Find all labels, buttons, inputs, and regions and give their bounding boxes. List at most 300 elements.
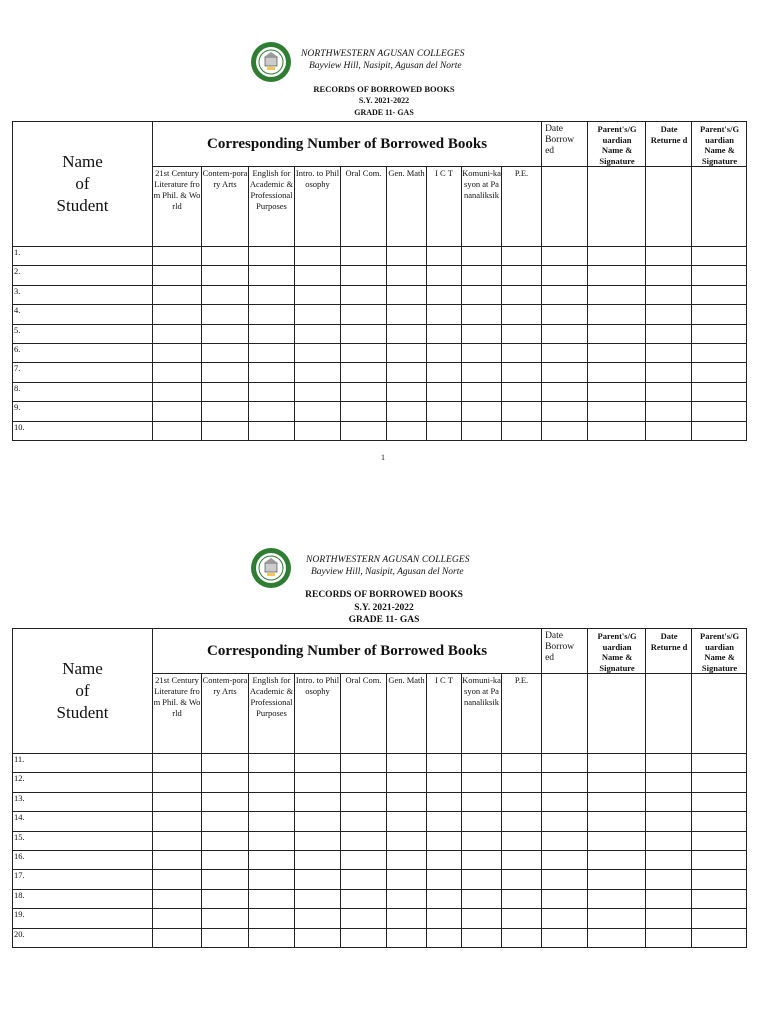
entry-cell[interactable] (542, 850, 588, 869)
entry-cell[interactable] (387, 266, 427, 285)
entry-cell[interactable] (295, 402, 341, 421)
entry-cell[interactable] (646, 266, 692, 285)
entry-cell[interactable] (646, 305, 692, 324)
entry-cell[interactable] (153, 773, 202, 792)
entry-cell[interactable] (341, 402, 387, 421)
entry-cell[interactable] (387, 324, 427, 343)
entry-cell[interactable] (387, 812, 427, 831)
entry-cell[interactable] (249, 909, 295, 928)
entry-cell[interactable] (427, 247, 462, 266)
entry-cell[interactable] (462, 889, 502, 908)
entry-cell[interactable] (502, 266, 542, 285)
entry-cell[interactable] (249, 343, 295, 362)
entry-cell[interactable] (502, 850, 542, 869)
entry-cell[interactable] (387, 850, 427, 869)
entry-cell[interactable] (427, 421, 462, 440)
entry-cell[interactable] (202, 343, 249, 362)
entry-cell[interactable] (153, 754, 202, 773)
entry-cell[interactable] (588, 870, 646, 889)
entry-cell[interactable] (387, 773, 427, 792)
entry-cell[interactable] (249, 889, 295, 908)
entry-cell[interactable] (153, 928, 202, 947)
row-number[interactable]: 16. (13, 850, 153, 869)
entry-cell[interactable] (341, 754, 387, 773)
entry-cell[interactable] (692, 324, 747, 343)
entry-cell[interactable] (249, 363, 295, 382)
entry-cell[interactable] (295, 363, 341, 382)
entry-cell[interactable] (542, 831, 588, 850)
school-address: Bayview Hill, Nasipit, Agusan del Norte (309, 61, 462, 71)
entry-cell[interactable] (249, 850, 295, 869)
entry-cell[interactable] (153, 870, 202, 889)
table-row (13, 363, 747, 382)
form-title: RECORDS OF BORROWED BOOKS (305, 590, 463, 600)
entry-cell[interactable] (295, 928, 341, 947)
entry-cell[interactable] (249, 421, 295, 440)
entry-cell[interactable] (341, 792, 387, 811)
entry-cell[interactable] (542, 870, 588, 889)
entry-cell[interactable] (427, 382, 462, 401)
entry-cell[interactable] (249, 266, 295, 285)
entry-cell[interactable] (341, 421, 387, 440)
row-number[interactable]: 2. (13, 266, 153, 285)
entry-cell[interactable] (588, 889, 646, 908)
entry-cell[interactable] (153, 324, 202, 343)
entry-cell[interactable] (542, 812, 588, 831)
row-number[interactable]: 8. (13, 382, 153, 401)
entry-cell[interactable] (692, 870, 747, 889)
row-number[interactable]: 14. (13, 812, 153, 831)
entry-cell[interactable] (387, 889, 427, 908)
entry-cell[interactable] (692, 266, 747, 285)
entry-cell[interactable] (153, 402, 202, 421)
entry-cell[interactable] (542, 266, 588, 285)
entry-cell[interactable] (202, 421, 249, 440)
entry-cell[interactable] (502, 247, 542, 266)
row-number[interactable]: 7. (13, 363, 153, 382)
table-row (13, 402, 747, 421)
row-number[interactable]: 10. (13, 421, 153, 440)
entry-cell[interactable] (341, 831, 387, 850)
entry-cell[interactable] (462, 850, 502, 869)
row-number[interactable]: 12. (13, 773, 153, 792)
entry-cell[interactable] (462, 363, 502, 382)
entry-cell[interactable] (341, 870, 387, 889)
row-number[interactable]: 17. (13, 870, 153, 889)
entry-cell[interactable] (646, 754, 692, 773)
entry-cell[interactable] (692, 754, 747, 773)
entry-cell[interactable] (588, 928, 646, 947)
entry-cell[interactable] (646, 792, 692, 811)
entry-cell[interactable] (462, 831, 502, 850)
entry-cell[interactable] (427, 324, 462, 343)
entry-cell[interactable] (692, 928, 747, 947)
entry-cell[interactable] (462, 324, 502, 343)
entry-cell[interactable] (153, 889, 202, 908)
entry-cell[interactable] (502, 754, 542, 773)
row-number[interactable]: 19. (13, 909, 153, 928)
entry-cell[interactable] (202, 285, 249, 304)
entry-cell[interactable] (427, 928, 462, 947)
subject-header: Intro. to Philosophy (295, 167, 341, 247)
entry-cell[interactable] (427, 754, 462, 773)
entry-cell[interactable] (387, 343, 427, 362)
entry-cell[interactable] (502, 928, 542, 947)
entry-cell[interactable] (588, 324, 646, 343)
entry-cell[interactable] (542, 285, 588, 304)
row-number[interactable]: 9. (13, 402, 153, 421)
entry-cell[interactable] (427, 305, 462, 324)
entry-cell[interactable] (542, 363, 588, 382)
subject-header: Komuni-kasyon at Pananaliksik (462, 674, 502, 754)
entry-cell[interactable] (249, 382, 295, 401)
entry-cell[interactable] (692, 773, 747, 792)
entry-cell[interactable] (462, 812, 502, 831)
entry-cell[interactable] (153, 850, 202, 869)
entry-cell[interactable] (249, 831, 295, 850)
entry-cell[interactable] (692, 792, 747, 811)
entry-cell[interactable] (588, 266, 646, 285)
blank-cell (646, 674, 692, 754)
row-number[interactable]: 4. (13, 305, 153, 324)
entry-cell[interactable] (202, 792, 249, 811)
entry-cell[interactable] (153, 909, 202, 928)
entry-cell[interactable] (153, 285, 202, 304)
entry-cell[interactable] (692, 812, 747, 831)
entry-cell[interactable] (202, 266, 249, 285)
entry-cell[interactable] (692, 382, 747, 401)
entry-cell[interactable] (462, 402, 502, 421)
entry-cell[interactable] (295, 889, 341, 908)
entry-cell[interactable] (542, 754, 588, 773)
entry-cell[interactable] (646, 285, 692, 304)
entry-cell[interactable] (249, 305, 295, 324)
entry-cell[interactable] (542, 343, 588, 362)
entry-cell[interactable] (427, 402, 462, 421)
entry-cell[interactable] (462, 792, 502, 811)
entry-cell[interactable] (588, 343, 646, 362)
entry-cell[interactable] (692, 831, 747, 850)
entry-cell[interactable] (588, 402, 646, 421)
entry-cell[interactable] (202, 773, 249, 792)
entry-cell[interactable] (692, 363, 747, 382)
entry-cell[interactable] (502, 402, 542, 421)
entry-cell[interactable] (202, 324, 249, 343)
entry-cell[interactable] (462, 421, 502, 440)
row-number[interactable]: 5. (13, 324, 153, 343)
entry-cell[interactable] (502, 421, 542, 440)
entry-cell[interactable] (295, 247, 341, 266)
entry-cell[interactable] (427, 889, 462, 908)
entry-cell[interactable] (427, 850, 462, 869)
entry-cell[interactable] (588, 305, 646, 324)
entry-cell[interactable] (692, 305, 747, 324)
entry-cell[interactable] (646, 850, 692, 869)
entry-cell[interactable] (153, 382, 202, 401)
entry-cell[interactable] (462, 754, 502, 773)
entry-cell[interactable] (542, 773, 588, 792)
entry-cell[interactable] (646, 928, 692, 947)
entry-cell[interactable] (462, 285, 502, 304)
entry-cell[interactable] (462, 266, 502, 285)
entry-cell[interactable] (202, 928, 249, 947)
entry-cell[interactable] (646, 812, 692, 831)
entry-cell[interactable] (295, 870, 341, 889)
entry-cell[interactable] (502, 363, 542, 382)
entry-cell[interactable] (387, 305, 427, 324)
entry-cell[interactable] (387, 870, 427, 889)
entry-cell[interactable] (295, 382, 341, 401)
entry-cell[interactable] (462, 870, 502, 889)
row-number[interactable]: 20. (13, 928, 153, 947)
entry-cell[interactable] (341, 305, 387, 324)
entry-cell[interactable] (646, 773, 692, 792)
entry-cell[interactable] (249, 792, 295, 811)
entry-cell[interactable] (341, 850, 387, 869)
entry-cell[interactable] (202, 247, 249, 266)
entry-cell[interactable] (427, 285, 462, 304)
entry-cell[interactable] (249, 754, 295, 773)
entry-cell[interactable] (542, 889, 588, 908)
entry-cell[interactable] (202, 305, 249, 324)
form-header (0, 544, 768, 634)
entry-cell[interactable] (387, 831, 427, 850)
school-seal-logo (250, 41, 292, 83)
entry-cell[interactable] (502, 889, 542, 908)
entry-cell[interactable] (387, 792, 427, 811)
entry-cell[interactable] (153, 266, 202, 285)
entry-cell[interactable] (542, 402, 588, 421)
entry-cell[interactable] (249, 247, 295, 266)
school-year: S.Y. 2021-2022 (354, 603, 414, 613)
entry-cell[interactable] (387, 402, 427, 421)
school-name: NORTHWESTERN AGUSAN COLLEGES (306, 555, 470, 565)
table-row (13, 889, 747, 908)
entry-cell[interactable] (202, 870, 249, 889)
entry-cell[interactable] (153, 343, 202, 362)
entry-cell[interactable] (295, 909, 341, 928)
name-of-student-header (13, 629, 153, 754)
entry-cell[interactable] (341, 812, 387, 831)
entry-cell[interactable] (202, 754, 249, 773)
table-row (13, 421, 747, 440)
entry-cell[interactable] (295, 305, 341, 324)
entry-cell[interactable] (249, 324, 295, 343)
entry-cell[interactable] (153, 792, 202, 811)
entry-cell[interactable] (588, 382, 646, 401)
entry-cell[interactable] (202, 889, 249, 908)
entry-cell[interactable] (153, 421, 202, 440)
row-number[interactable]: 13. (13, 792, 153, 811)
row-number[interactable]: 11. (13, 754, 153, 773)
entry-cell[interactable] (502, 773, 542, 792)
entry-cell[interactable] (249, 285, 295, 304)
entry-cell[interactable] (692, 909, 747, 928)
entry-cell[interactable] (387, 247, 427, 266)
entry-cell[interactable] (692, 285, 747, 304)
entry-cell[interactable] (295, 850, 341, 869)
entry-cell[interactable] (427, 870, 462, 889)
entry-cell[interactable] (295, 773, 341, 792)
entry-cell[interactable] (249, 773, 295, 792)
entry-cell[interactable] (646, 909, 692, 928)
entry-cell[interactable] (427, 773, 462, 792)
entry-cell[interactable] (341, 928, 387, 947)
entry-cell[interactable] (542, 324, 588, 343)
entry-cell[interactable] (387, 754, 427, 773)
entry-cell[interactable] (502, 382, 542, 401)
entry-cell[interactable] (462, 928, 502, 947)
name-header-line: Name (62, 659, 103, 678)
entry-cell[interactable] (202, 909, 249, 928)
entry-cell[interactable] (427, 909, 462, 928)
entry-cell[interactable] (202, 382, 249, 401)
entry-cell[interactable] (542, 305, 588, 324)
entry-cell[interactable] (295, 792, 341, 811)
table-row (13, 247, 747, 266)
entry-cell[interactable] (427, 812, 462, 831)
entry-cell[interactable] (295, 421, 341, 440)
table-row (13, 305, 747, 324)
entry-cell[interactable] (588, 792, 646, 811)
entry-cell[interactable] (646, 889, 692, 908)
entry-cell[interactable] (249, 870, 295, 889)
entry-cell[interactable] (202, 402, 249, 421)
entry-cell[interactable] (502, 909, 542, 928)
entry-cell[interactable] (588, 247, 646, 266)
entry-cell[interactable] (646, 363, 692, 382)
entry-cell[interactable] (295, 831, 341, 850)
entry-cell[interactable] (462, 773, 502, 792)
entry-cell[interactable] (341, 285, 387, 304)
entry-cell[interactable] (387, 285, 427, 304)
entry-cell[interactable] (153, 812, 202, 831)
entry-cell[interactable] (462, 382, 502, 401)
entry-cell[interactable] (249, 928, 295, 947)
entry-cell[interactable] (462, 305, 502, 324)
entry-cell[interactable] (387, 909, 427, 928)
entry-cell[interactable] (542, 792, 588, 811)
entry-cell[interactable] (646, 247, 692, 266)
entry-cell[interactable] (502, 285, 542, 304)
entry-cell[interactable] (153, 247, 202, 266)
entry-cell[interactable] (646, 421, 692, 440)
entry-cell[interactable] (588, 773, 646, 792)
entry-cell[interactable] (427, 831, 462, 850)
entry-cell[interactable] (202, 850, 249, 869)
entry-cell[interactable] (462, 909, 502, 928)
entry-cell[interactable] (295, 754, 341, 773)
entry-cell[interactable] (341, 266, 387, 285)
entry-cell[interactable] (387, 382, 427, 401)
entry-cell[interactable] (502, 343, 542, 362)
entry-cell[interactable] (646, 324, 692, 343)
entry-cell[interactable] (646, 382, 692, 401)
entry-cell[interactable] (202, 363, 249, 382)
entry-cell[interactable] (341, 382, 387, 401)
entry-cell[interactable] (692, 421, 747, 440)
entry-cell[interactable] (588, 421, 646, 440)
entry-cell[interactable] (588, 363, 646, 382)
entry-cell[interactable] (692, 402, 747, 421)
entry-cell[interactable] (387, 928, 427, 947)
entry-cell[interactable] (341, 324, 387, 343)
entry-cell[interactable] (542, 382, 588, 401)
entry-cell[interactable] (692, 850, 747, 869)
entry-cell[interactable] (588, 909, 646, 928)
row-number[interactable]: 18. (13, 889, 153, 908)
entry-cell[interactable] (646, 343, 692, 362)
entry-cell[interactable] (692, 247, 747, 266)
entry-cell[interactable] (588, 850, 646, 869)
entry-cell[interactable] (295, 812, 341, 831)
entry-cell[interactable] (341, 363, 387, 382)
entry-cell[interactable] (542, 909, 588, 928)
entry-cell[interactable] (153, 305, 202, 324)
entry-cell[interactable] (646, 831, 692, 850)
entry-cell[interactable] (588, 831, 646, 850)
entry-cell[interactable] (692, 343, 747, 362)
entry-cell[interactable] (502, 305, 542, 324)
entry-cell[interactable] (249, 812, 295, 831)
entry-cell[interactable] (202, 831, 249, 850)
entry-cell[interactable] (295, 285, 341, 304)
entry-cell[interactable] (341, 909, 387, 928)
entry-cell[interactable] (341, 889, 387, 908)
entry-cell[interactable] (542, 928, 588, 947)
entry-cell[interactable] (295, 324, 341, 343)
entry-cell[interactable] (427, 363, 462, 382)
entry-cell[interactable] (427, 792, 462, 811)
entry-cell[interactable] (646, 870, 692, 889)
entry-cell[interactable] (502, 812, 542, 831)
entry-cell[interactable] (502, 792, 542, 811)
entry-cell[interactable] (387, 363, 427, 382)
entry-cell[interactable] (542, 421, 588, 440)
entry-cell[interactable] (295, 343, 341, 362)
subject-header: Gen. Math (387, 674, 427, 754)
entry-cell[interactable] (462, 247, 502, 266)
subject-header: Oral Com. (341, 167, 387, 247)
entry-cell[interactable] (588, 754, 646, 773)
entry-cell[interactable] (249, 402, 295, 421)
parent-guardian-header: Parent's/G uardian Name & Signature (588, 122, 646, 167)
entry-cell[interactable] (646, 402, 692, 421)
entry-cell[interactable] (295, 266, 341, 285)
entry-cell[interactable] (427, 343, 462, 362)
entry-cell[interactable] (462, 343, 502, 362)
entry-cell[interactable] (202, 812, 249, 831)
entry-cell[interactable] (153, 363, 202, 382)
row-number[interactable]: 15. (13, 831, 153, 850)
entry-cell[interactable] (502, 324, 542, 343)
entry-cell[interactable] (341, 343, 387, 362)
entry-cell[interactable] (588, 812, 646, 831)
entry-cell[interactable] (427, 266, 462, 285)
entry-cell[interactable] (341, 773, 387, 792)
entry-cell[interactable] (387, 421, 427, 440)
row-number[interactable]: 3. (13, 285, 153, 304)
entry-cell[interactable] (542, 247, 588, 266)
entry-cell[interactable] (341, 247, 387, 266)
row-number[interactable]: 1. (13, 247, 153, 266)
entry-cell[interactable] (588, 285, 646, 304)
entry-cell[interactable] (502, 831, 542, 850)
row-number[interactable]: 6. (13, 343, 153, 362)
entry-cell[interactable] (692, 889, 747, 908)
entry-cell[interactable] (502, 870, 542, 889)
entry-cell[interactable] (153, 831, 202, 850)
